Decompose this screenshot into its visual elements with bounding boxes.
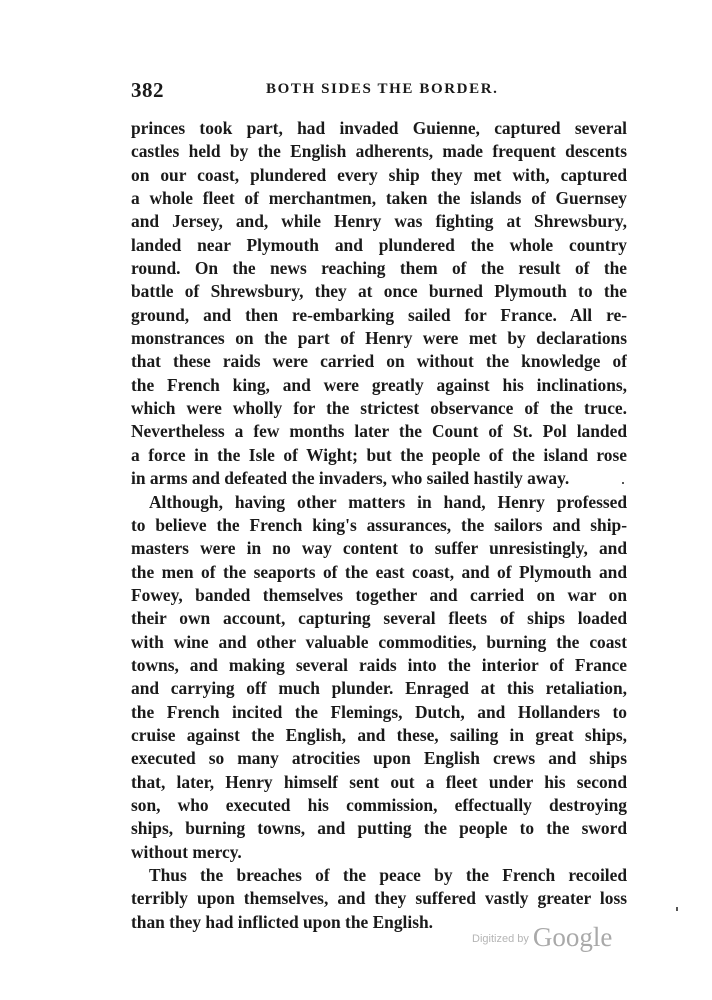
text-line: and Jersey, and, while Henry was fighting at Shrewsbury, [131, 211, 627, 232]
text-line: with wine and other valuable commodities, burning the coast [131, 631, 627, 652]
text-line: round. On the news reaching them of the result of the [131, 258, 627, 279]
text-line: executed so many atrocities upon English crews and ships [131, 748, 627, 769]
page-number: 382 [131, 78, 164, 102]
text-line: the French king, and were greatly against his inclinations, [131, 374, 627, 395]
text-line: princes took part, had invaded Guienne, captured several [131, 118, 627, 138]
text-line: battle of Shrewsbury, they at once burned Plymouth to the [131, 281, 627, 302]
text-line: a whole fleet of merchantmen, taken the islands of Guernsey [131, 188, 627, 209]
paragraph-2 [131, 491, 627, 865]
text-line: towns, and making several raids into the interior of France [131, 654, 627, 675]
text-line: monstrances on the part of Henry were met by declarations [131, 328, 627, 349]
body-text [131, 117, 627, 934]
text-line: that, later, Henry himself sent out a fleet under his second [131, 771, 627, 792]
text-line: without mercy. [131, 841, 242, 862]
text-line: terribly upon themselves, and they suffered vastly greater loss [131, 888, 627, 909]
text-line: the French incited the Flemings, Dutch, and Hollanders to [131, 701, 627, 722]
text-line: to believe the French king's assurances, the sailors and ship- [131, 514, 627, 535]
watermark-prefix: Digitized by [472, 933, 529, 945]
google-logo: Google [532, 922, 613, 952]
text-line: than they had inflicted upon the English. [131, 911, 434, 932]
text-line: that these raids were carried on without the knowledge of [131, 351, 627, 372]
text-line: a force in the Isle of Wight; but the people of the island rose [131, 444, 627, 465]
running-head [131, 78, 627, 102]
text-line: landed near Plymouth and plundered the whole country [131, 234, 627, 255]
digitized-by-watermark [472, 922, 612, 953]
text-line: Thus the breaches of the peace by the French recoiled [149, 865, 627, 885]
text-line: their own account, capturing several fleets of ships loaded [131, 608, 627, 629]
scan-speck [622, 482, 624, 484]
text-line: ships, burning towns, and putting the people to the sword [131, 818, 627, 839]
text-line: Although, having other matters in hand, Henry professed [149, 491, 627, 512]
text-line: on our coast, plundered every ship they met with, captured [131, 164, 627, 185]
text-line: and carrying off much plunder. Enraged at this retaliation, [131, 678, 627, 699]
text-line: ground, and then re-embarking sailed for France. All re- [131, 304, 627, 325]
text-line: in arms and defeated the invaders, who sailed hastily away. [131, 468, 570, 489]
text-line: the men of the seaports of the east coast, and of Plymouth and [131, 561, 627, 582]
text-line: castles held by the English adherents, made frequent descents [131, 141, 627, 162]
text-line: son, who executed his commission, effectually destroying [131, 794, 627, 815]
running-title: BOTH SIDES THE BORDER. [266, 81, 499, 97]
text-line: Fowey, banded themselves together and carried on war on [131, 584, 627, 605]
scan-speck [676, 907, 678, 911]
text-line: masters were in no way content to suffer unresistingly, and [131, 538, 627, 559]
text-line: which were wholly for the strictest observance of the truce. [131, 398, 627, 419]
paragraph-1 [131, 117, 627, 491]
text-line: Nevertheless a few months later the Count of St. Pol landed [131, 421, 627, 442]
text-line: cruise against the English, and these, sailing in great ships, [131, 724, 627, 745]
